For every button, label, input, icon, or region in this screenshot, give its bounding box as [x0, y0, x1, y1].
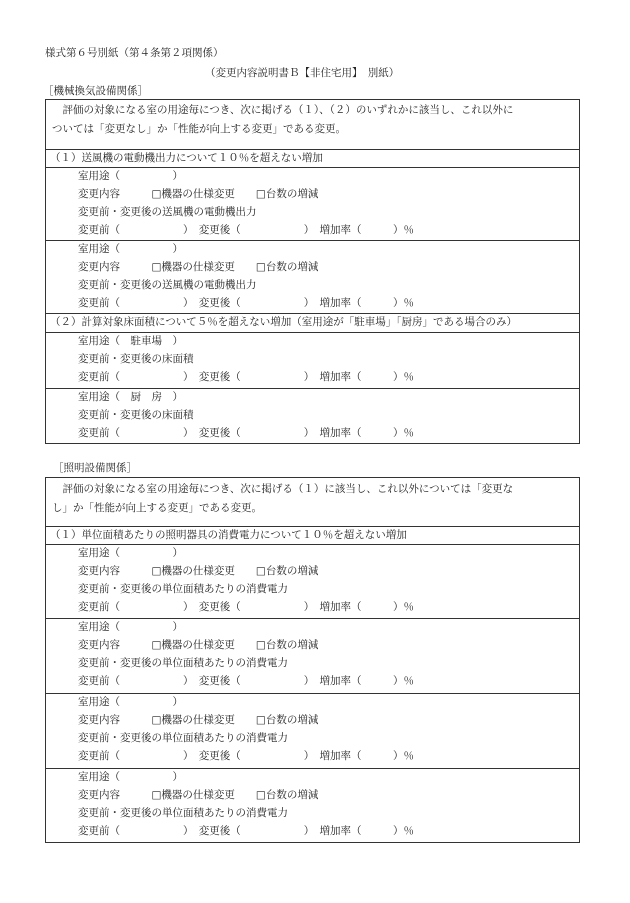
room-use-field: 室用途（ ）: [78, 170, 183, 182]
metric-label: 変更前・変更後の単位面積あたりの消費電力: [78, 732, 288, 744]
metric-label: 変更前・変更後の送風機の電動機出力: [78, 206, 257, 218]
values-line: 変更前（ ） 変更後（ ） 増加率（ ）％: [78, 371, 414, 383]
document-subtitle: （変更内容説明書Ｂ【非住宅用】 別紙）: [205, 67, 400, 79]
divider: [46, 544, 579, 545]
room-use-field: 室用途（ 厨 房 ）: [78, 391, 183, 403]
divider: [46, 618, 579, 619]
divider: [46, 693, 579, 694]
metric-label: 変更前・変更後の単位面積あたりの消費電力: [78, 657, 288, 669]
values-line: 変更前（ ） 変更後（ ） 増加率（ ）％: [78, 601, 414, 613]
divider: [46, 388, 579, 389]
change-content-options: 変更内容 □機器の仕様変更 □台数の増減: [78, 261, 319, 273]
metric-label: 変更前・変更後の送風機の電動機出力: [78, 279, 257, 291]
lighting-intro-line1: 評価の対象になる室の用途毎につき、次に掲げる（１）に該当し、これ以外については「変更な: [52, 483, 514, 495]
mechanical-intro-line2: ついては「変更なし」か「性能が向上する変更」である変更。: [52, 123, 346, 135]
lighting-box: [45, 477, 580, 843]
values-line: 変更前（ ） 変更後（ ） 増加率（ ）％: [78, 825, 414, 837]
mechanical-part2-title: （２）計算対象床面積について５％を超えない増加（室用途が「駐車場」「厨房」である場合のみ）: [50, 316, 518, 328]
change-content-options: 変更内容 □機器の仕様変更 □台数の増減: [78, 565, 319, 577]
metric-label: 変更前・変更後の単位面積あたりの消費電力: [78, 583, 288, 595]
room-use-field: 室用途（ ）: [78, 243, 183, 255]
divider: [46, 167, 579, 168]
mechanical-intro-line1: 評価の対象になる室の用途毎につき、次に掲げる（１）、（２）のいずれかに該当し、これ以外に: [52, 104, 514, 116]
form-number: 様式第６号別紙（第４条第２項関係）: [45, 47, 224, 59]
change-content-options: 変更内容 □機器の仕様変更 □台数の増減: [78, 789, 319, 801]
room-use-field: 室用途（ ）: [78, 547, 183, 559]
room-use-field: 室用途（ ）: [78, 621, 183, 633]
lighting-section-label: ［照明設備関係］: [53, 462, 137, 474]
mechanical-part1-title: （１）送風機の電動機出力について１０％を超えない増加: [50, 152, 323, 164]
divider: [46, 332, 579, 333]
lighting-intro-line2: し」か「性能が向上する変更」である変更。: [52, 502, 262, 514]
divider: [46, 240, 579, 241]
lighting-intro: [52, 480, 573, 518]
mechanical-box: [45, 99, 580, 444]
room-use-field: 室用途（ 駐車場 ）: [78, 335, 183, 347]
room-use-field: 室用途（ ）: [78, 696, 183, 708]
mechanical-intro: [52, 101, 573, 139]
metric-label: 変更前・変更後の床面積: [78, 353, 194, 365]
values-line: 変更前（ ） 変更後（ ） 増加率（ ）％: [78, 224, 414, 236]
change-content-options: 変更内容 □機器の仕様変更 □台数の増減: [78, 188, 319, 200]
room-use-field: 室用途（ ）: [78, 771, 183, 783]
values-line: 変更前（ ） 変更後（ ） 増加率（ ）％: [78, 427, 414, 439]
lighting-part1-title: （１）単位面積あたりの照明器具の消費電力について１０％を超えない増加: [50, 529, 407, 541]
metric-label: 変更前・変更後の単位面積あたりの消費電力: [78, 807, 288, 819]
values-line: 変更前（ ） 変更後（ ） 増加率（ ）％: [78, 297, 414, 309]
metric-label: 変更前・変更後の床面積: [78, 409, 194, 421]
divider: [46, 149, 579, 150]
values-line: 変更前（ ） 変更後（ ） 増加率（ ）％: [78, 675, 414, 687]
mechanical-section-label: ［機械換気設備関係］: [43, 85, 148, 97]
divider: [46, 526, 579, 527]
change-content-options: 変更内容 □機器の仕様変更 □台数の増減: [78, 639, 319, 651]
change-content-options: 変更内容 □機器の仕様変更 □台数の増減: [78, 714, 319, 726]
values-line: 変更前（ ） 変更後（ ） 増加率（ ）％: [78, 750, 414, 762]
divider: [46, 313, 579, 314]
divider: [46, 768, 579, 769]
